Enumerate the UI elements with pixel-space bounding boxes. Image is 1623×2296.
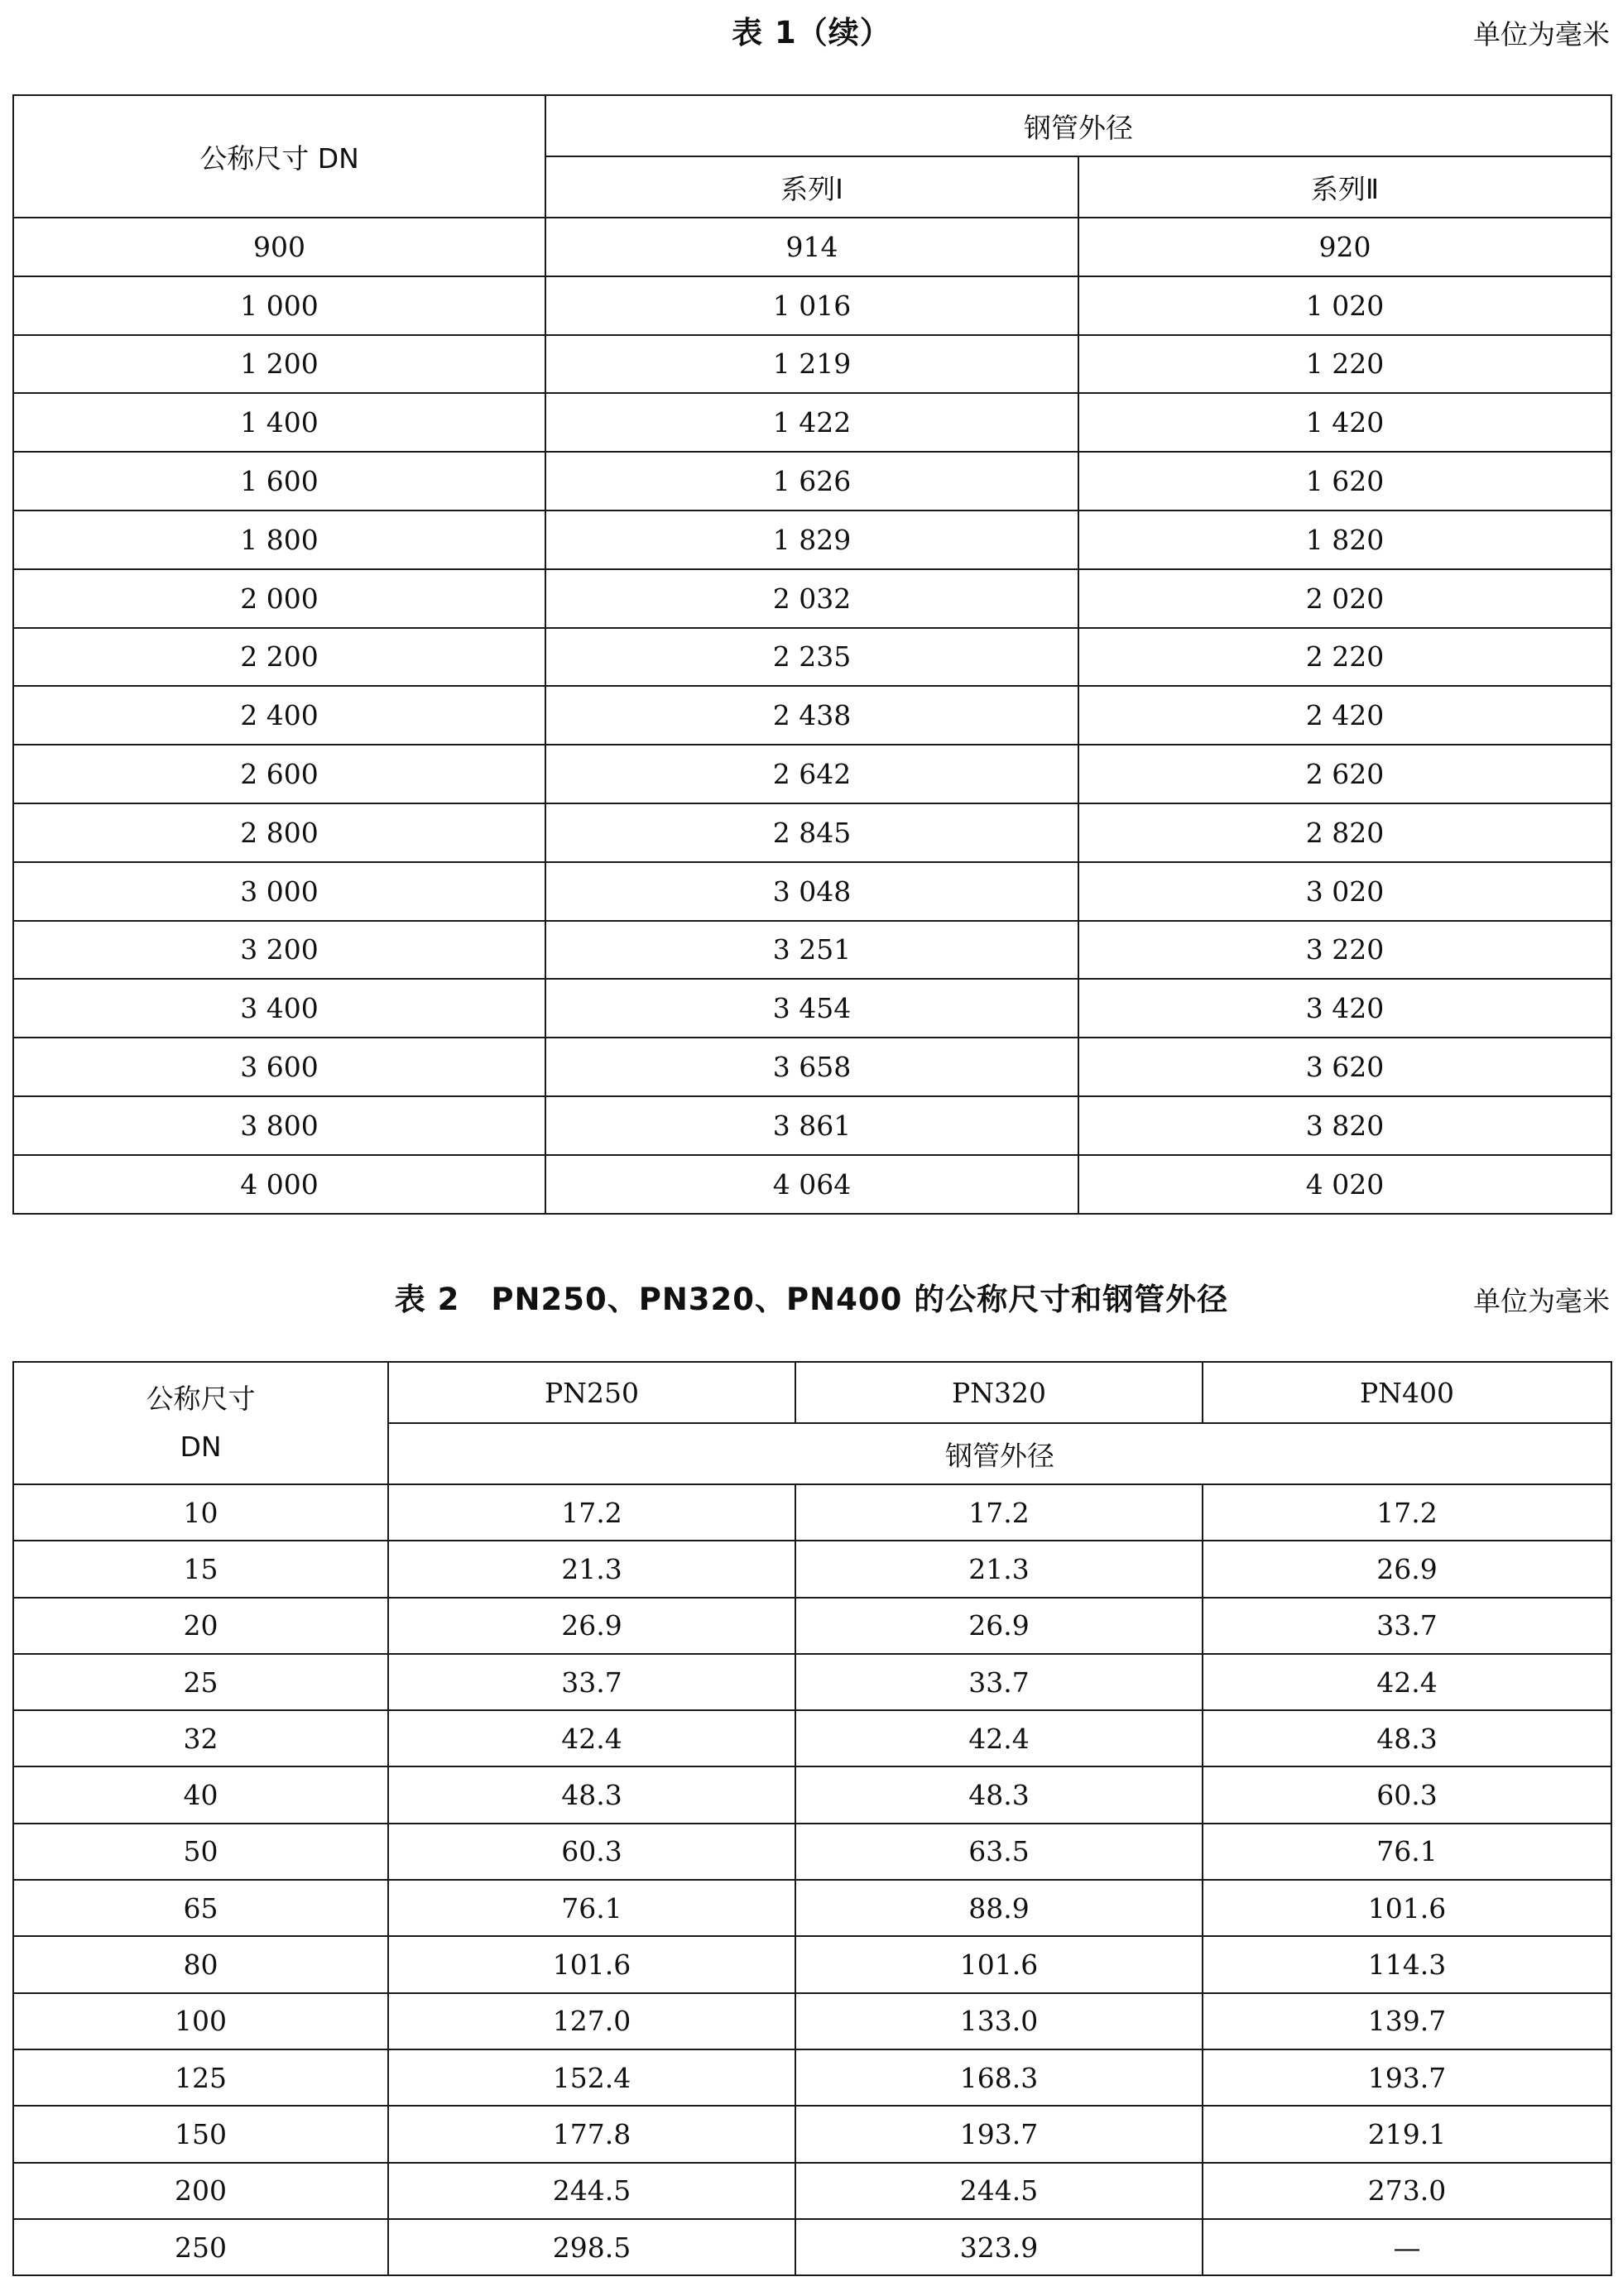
table2-unit: 单位为毫米 — [1473, 1285, 1610, 1317]
pn400-od-cell: 17.2 — [1203, 1484, 1611, 1541]
pn250-od-cell: 17.2 — [388, 1484, 795, 1541]
pn400-od-cell: 101.6 — [1203, 1880, 1611, 1936]
table2-header-row — [13, 1362, 1611, 1423]
table1-unit: 单位为毫米 — [1473, 18, 1610, 50]
series1-od-cell: 3 454 — [545, 979, 1078, 1038]
table2 — [12, 1361, 1612, 2276]
table-row — [13, 393, 1611, 452]
series1-od-cell: 1 016 — [545, 276, 1078, 335]
table-row — [13, 1936, 1611, 1992]
table1-header-group: 钢管外径 — [545, 95, 1611, 156]
table-row — [13, 862, 1611, 921]
series2-od-cell: 1 820 — [1078, 510, 1611, 569]
dn-cell: 50 — [13, 1824, 388, 1880]
table2-header-group: 钢管外径 — [388, 1423, 1611, 1484]
series1-od-cell: 1 829 — [545, 510, 1078, 569]
dn-cell: 3 600 — [13, 1038, 545, 1096]
dn-cell: 2 200 — [13, 628, 545, 687]
dn-cell: 1 600 — [13, 452, 545, 510]
dn-cell: 40 — [13, 1766, 388, 1823]
series2-od-cell: 4 020 — [1078, 1155, 1611, 1214]
dn-cell: 2 000 — [13, 569, 545, 628]
table1 — [12, 94, 1612, 1215]
table1-header-series1: 系列Ⅰ — [545, 156, 1078, 218]
series2-od-cell: 1 220 — [1078, 335, 1611, 394]
pn320-od-cell: 63.5 — [795, 1824, 1203, 1880]
pn400-od-cell: — — [1203, 2219, 1611, 2275]
pn250-od-cell: 42.4 — [388, 1710, 795, 1766]
table-row — [13, 745, 1611, 803]
pn250-od-cell: 127.0 — [388, 1993, 795, 2049]
series2-od-cell: 920 — [1078, 218, 1611, 276]
series2-od-cell: 2 020 — [1078, 569, 1611, 628]
dn-cell: 3 000 — [13, 862, 545, 921]
pn320-od-cell: 101.6 — [795, 1936, 1203, 1992]
series1-od-cell: 4 064 — [545, 1155, 1078, 1214]
pn320-od-cell: 88.9 — [795, 1880, 1203, 1936]
series1-od-cell: 2 438 — [545, 686, 1078, 745]
dn-cell: 2 600 — [13, 745, 545, 803]
pn400-od-cell: 273.0 — [1203, 2163, 1611, 2219]
pn400-od-cell: 219.1 — [1203, 2106, 1611, 2162]
dn-cell: 3 800 — [13, 1096, 545, 1155]
table-row — [13, 1598, 1611, 1654]
pn400-od-cell: 114.3 — [1203, 1936, 1611, 1992]
table-row — [13, 2049, 1611, 2106]
dn-cell: 125 — [13, 2049, 388, 2106]
table2-header-dn — [13, 1362, 388, 1484]
series2-od-cell: 3 620 — [1078, 1038, 1611, 1096]
series2-od-cell: 1 620 — [1078, 452, 1611, 510]
series2-od-cell: 1 020 — [1078, 276, 1611, 335]
table-row — [13, 1038, 1611, 1096]
pn250-od-cell: 101.6 — [388, 1936, 795, 1992]
table2-header-dn-line2: DN — [180, 1431, 222, 1463]
pn320-od-cell: 33.7 — [795, 1654, 1203, 1710]
pn250-od-cell: 21.3 — [388, 1541, 795, 1597]
dn-cell: 1 800 — [13, 510, 545, 569]
pn400-od-cell: 33.7 — [1203, 1598, 1611, 1654]
dn-cell: 1 000 — [13, 276, 545, 335]
series1-od-cell: 2 642 — [545, 745, 1078, 803]
series2-od-cell: 3 420 — [1078, 979, 1611, 1038]
table1-header-dn: 公称尺寸 DN — [13, 95, 545, 218]
series1-od-cell: 2 845 — [545, 803, 1078, 862]
pn250-od-cell: 26.9 — [388, 1598, 795, 1654]
table2-header-dn-line1: 公称尺寸 — [146, 1383, 256, 1415]
series2-od-cell: 3 820 — [1078, 1096, 1611, 1155]
table-row — [13, 335, 1611, 394]
table2-header-pn400: PN400 — [1203, 1362, 1611, 1423]
dn-cell: 25 — [13, 1654, 388, 1710]
table1-header-series2: 系列Ⅱ — [1078, 156, 1611, 218]
series2-od-cell: 2 820 — [1078, 803, 1611, 862]
pn250-od-cell: 298.5 — [388, 2219, 795, 2275]
pn320-od-cell: 26.9 — [795, 1598, 1203, 1654]
series1-od-cell: 1 219 — [545, 335, 1078, 394]
table-row — [13, 1096, 1611, 1155]
table-row — [13, 1654, 1611, 1710]
table2-caption — [0, 1275, 1623, 1325]
series1-od-cell: 3 048 — [545, 862, 1078, 921]
pn320-od-cell: 21.3 — [795, 1541, 1203, 1597]
table-row — [13, 2106, 1611, 2162]
pn400-od-cell: 193.7 — [1203, 2049, 1611, 2106]
table-row — [13, 979, 1611, 1038]
pn320-od-cell: 244.5 — [795, 2163, 1203, 2219]
dn-cell: 2 400 — [13, 686, 545, 745]
dn-cell: 3 200 — [13, 921, 545, 980]
dn-cell: 10 — [13, 1484, 388, 1541]
table-row — [13, 1766, 1611, 1823]
dn-cell: 3 400 — [13, 979, 545, 1038]
pn250-od-cell: 76.1 — [388, 1880, 795, 1936]
series1-od-cell: 2 032 — [545, 569, 1078, 628]
dn-cell: 4 000 — [13, 1155, 545, 1214]
series2-od-cell: 2 420 — [1078, 686, 1611, 745]
table-row — [13, 1824, 1611, 1880]
dn-cell: 80 — [13, 1936, 388, 1992]
series1-od-cell: 2 235 — [545, 628, 1078, 687]
pn320-od-cell: 48.3 — [795, 1766, 1203, 1823]
table-row — [13, 1710, 1611, 1766]
table-row — [13, 218, 1611, 276]
dn-cell: 250 — [13, 2219, 388, 2275]
table-row — [13, 569, 1611, 628]
pn400-od-cell: 76.1 — [1203, 1824, 1611, 1880]
dn-cell: 15 — [13, 1541, 388, 1597]
series2-od-cell: 3 020 — [1078, 862, 1611, 921]
table1-caption — [0, 8, 1623, 58]
pn320-od-cell: 17.2 — [795, 1484, 1203, 1541]
dn-cell: 65 — [13, 1880, 388, 1936]
pn320-od-cell: 42.4 — [795, 1710, 1203, 1766]
dn-cell: 1 400 — [13, 393, 545, 452]
dn-cell: 2 800 — [13, 803, 545, 862]
pn400-od-cell: 139.7 — [1203, 1993, 1611, 2049]
series2-od-cell: 2 220 — [1078, 628, 1611, 687]
table2-title: 表 2 PN250、PN320、PN400 的公称尺寸和钢管外径 — [394, 1282, 1229, 1317]
pn250-od-cell: 177.8 — [388, 2106, 795, 2162]
pn250-od-cell: 33.7 — [388, 1654, 795, 1710]
table-row — [13, 452, 1611, 510]
table-row — [13, 686, 1611, 745]
table-row — [13, 510, 1611, 569]
pn320-od-cell: 323.9 — [795, 2219, 1203, 2275]
series1-od-cell: 914 — [545, 218, 1078, 276]
pn320-od-cell: 193.7 — [795, 2106, 1203, 2162]
series1-od-cell: 1 626 — [545, 452, 1078, 510]
series1-od-cell: 3 251 — [545, 921, 1078, 980]
pn250-od-cell: 152.4 — [388, 2049, 795, 2106]
table2-header-pn320: PN320 — [795, 1362, 1203, 1423]
series2-od-cell: 1 420 — [1078, 393, 1611, 452]
table2-header-pn250: PN250 — [388, 1362, 795, 1423]
series1-od-cell: 3 658 — [545, 1038, 1078, 1096]
pn400-od-cell: 60.3 — [1203, 1766, 1611, 1823]
pn400-od-cell: 26.9 — [1203, 1541, 1611, 1597]
series1-od-cell: 1 422 — [545, 393, 1078, 452]
pn320-od-cell: 168.3 — [795, 2049, 1203, 2106]
table-row — [13, 1880, 1611, 1936]
dn-cell: 200 — [13, 2163, 388, 2219]
table1-header-row — [13, 95, 1611, 156]
dn-cell: 100 — [13, 1993, 388, 2049]
series1-od-cell: 3 861 — [545, 1096, 1078, 1155]
pn250-od-cell: 244.5 — [388, 2163, 795, 2219]
table-row — [13, 1484, 1611, 1541]
table-row — [13, 921, 1611, 980]
series2-od-cell: 3 220 — [1078, 921, 1611, 980]
pn250-od-cell: 60.3 — [388, 1824, 795, 1880]
pn320-od-cell: 133.0 — [795, 1993, 1203, 2049]
table-row — [13, 1993, 1611, 2049]
series2-od-cell: 2 620 — [1078, 745, 1611, 803]
table-row — [13, 1155, 1611, 1214]
pn250-od-cell: 48.3 — [388, 1766, 795, 1823]
table-row — [13, 628, 1611, 687]
table-row — [13, 2163, 1611, 2219]
dn-cell: 900 — [13, 218, 545, 276]
dn-cell: 150 — [13, 2106, 388, 2162]
table-row — [13, 276, 1611, 335]
table-row — [13, 1541, 1611, 1597]
table-row — [13, 803, 1611, 862]
table1-title: 表 1（续） — [732, 15, 891, 50]
dn-cell: 1 200 — [13, 335, 545, 394]
table-row — [13, 2219, 1611, 2275]
pn400-od-cell: 42.4 — [1203, 1654, 1611, 1710]
dn-cell: 32 — [13, 1710, 388, 1766]
dn-cell: 20 — [13, 1598, 388, 1654]
pn400-od-cell: 48.3 — [1203, 1710, 1611, 1766]
